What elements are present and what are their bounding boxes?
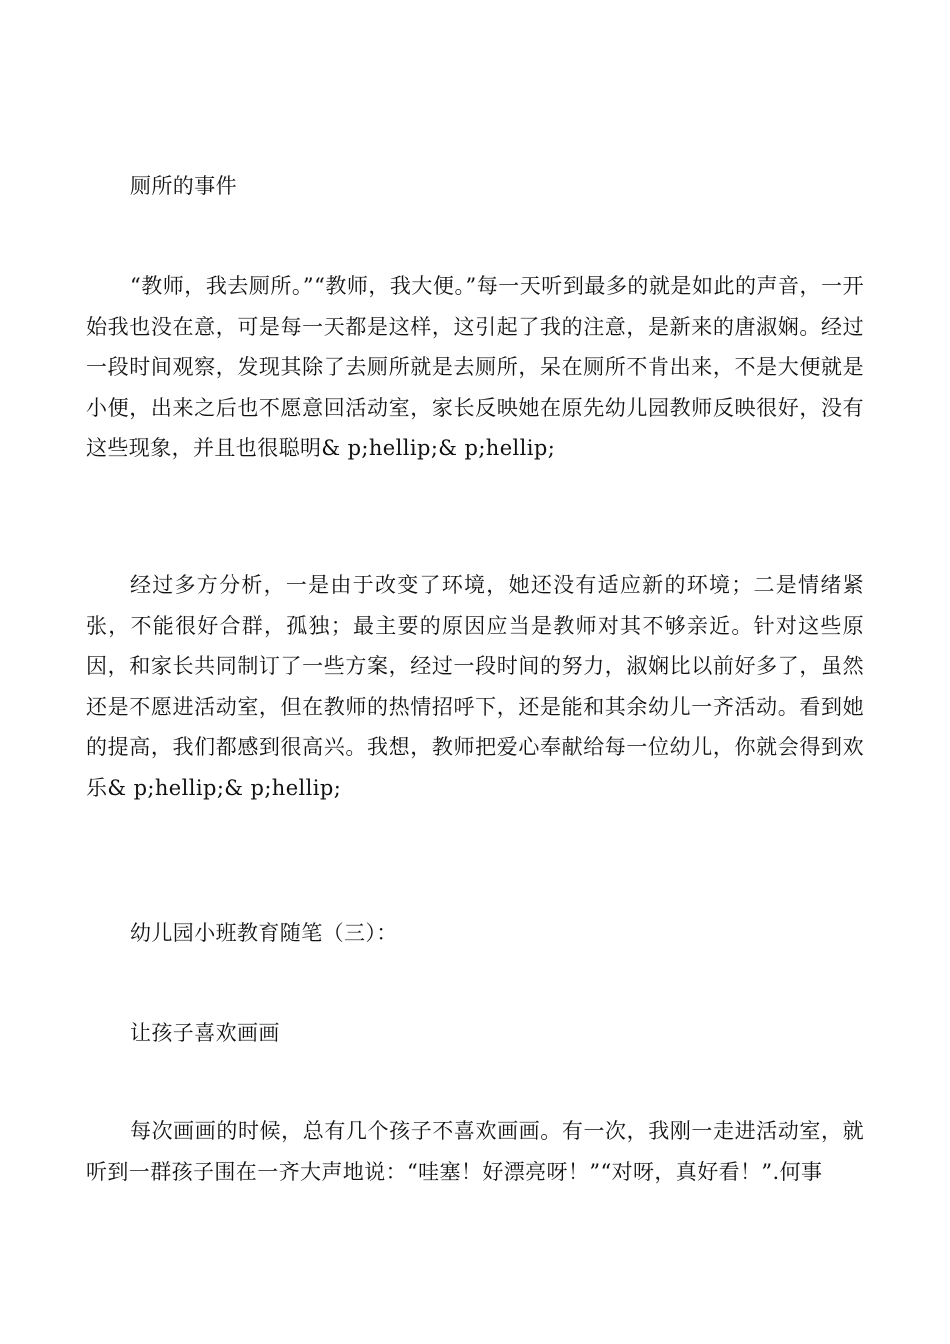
paragraph-toilet-observation: “教师，我去厕所。”“教师，我大便。”每一天听到最多的就是如此的声音，一开始我也没在意，可是每一天都是这样，这引起了我的注意，是新来的唐淑娴。经过一段时间观察，发现其除了去厕所就是去厕所，呆在厕所不肯出来，不是大便就是小便，出来之后也不愿意回活动室，家长反映她在原先幼儿园教师反映很好，没有这些现象，并且也很聪明& p;hellip;& p;hellip; <box>86 274 864 460</box>
section-heading-essay-three: 幼儿园小班教育随笔（三）： <box>130 921 398 945</box>
paragraph-drawing-story: 每次画画的时候，总有几个孩子不喜欢画画。有一次，我刚一走进活动室，就听到一群孩子围在一齐大声地说：“哇塞！好漂亮呀！”“对呀，真好看！”.何事 <box>86 1119 864 1184</box>
section-heading-drawing: 让孩子喜欢画画 <box>130 1021 280 1045</box>
section-heading-toilet-incident: 厕所的事件 <box>130 174 237 198</box>
paragraph-analysis: 经过多方分析，一是由于改变了环境，她还没有适应新的环境；二是情绪紧张，不能很好合群，孤独；最主要的原因应当是教师对其不够亲近。针对这些原因，和家长共同制订了一些方案，经过一段时间的努力，淑娴比以前好多了，虽然还是不愿进活动室，但在教师的热情招呼下，还是能和其余幼儿一齐活动。看到她的提高，我们都感到很高兴。我想，教师把爱心奉献给每一位幼儿，你就会得到欢乐& p;hellip;& p;hellip; <box>86 573 864 800</box>
